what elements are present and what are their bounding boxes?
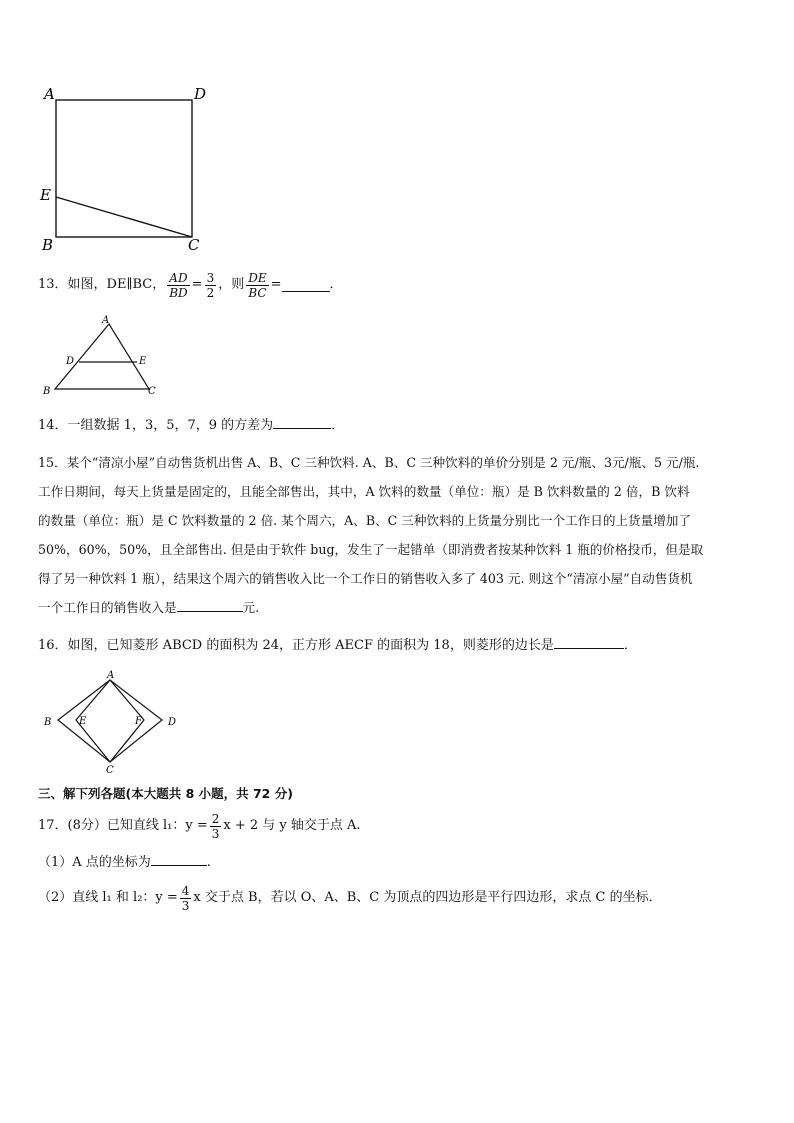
q14-answer-blank[interactable]	[273, 416, 331, 429]
q13-number: 13	[38, 277, 55, 292]
q16-number: 16	[38, 638, 55, 653]
q17-fraction-2-3	[210, 812, 222, 841]
q17-part1-answer-blank[interactable]	[151, 853, 207, 866]
q14-number: 14	[38, 418, 55, 433]
q15-number: 15	[38, 455, 55, 470]
q15-line6-post: 元.	[242, 600, 260, 615]
q17-part2-fraction-4-3	[180, 884, 192, 913]
q13-fraction-de-bc	[246, 271, 268, 300]
q17-post: x + 2 与 y 轴交于点 A.	[223, 818, 361, 833]
q17-frac-den: 3	[211, 826, 220, 841]
label-c: C	[188, 236, 200, 254]
q13-answer-blank[interactable]	[282, 279, 330, 292]
q15-line-2: 工作日期间，每天上货量是固定的，且能全部售出，其中，A 饮料的数量（单位：瓶）是 B 饮料数量的 2 倍，B 饮料	[38, 484, 690, 499]
q17-frac-num: 2	[211, 811, 220, 826]
q17-part2-pre: （2）直线 l₁ 和 l₂：y =	[38, 890, 178, 905]
q15-line-1	[38, 448, 703, 477]
section-3-heading: 三、解下列各题(本大题共 8 小题，共 72 分)	[38, 786, 293, 801]
rh-label-e: E	[79, 716, 87, 727]
q17-part-1	[38, 853, 211, 871]
triangle-figure	[38, 312, 163, 398]
q17-part1-tail: .	[206, 855, 211, 870]
question-16	[38, 636, 637, 654]
rhombus-outline	[58, 680, 162, 762]
label-b: B	[42, 236, 54, 254]
q16-tail: ．	[623, 638, 637, 653]
segment-ec	[56, 197, 192, 237]
q16-answer-blank[interactable]	[554, 636, 624, 649]
q15-line-5: 得了另一种饮料 1 瓶），结果这个周六的销售收入比一个工作日的销售收入多了 403 元. 则这个“清凉小屋”自动售货机	[38, 571, 693, 586]
q15-line-6	[38, 593, 703, 622]
q14-text: ．一组数据 1，3，5，7，9 的方差为	[54, 418, 274, 433]
q17-part2-frac-den: 3	[181, 898, 190, 913]
tri-label-d: D	[66, 356, 75, 367]
square-figure	[36, 82, 216, 257]
q14-tail: ．	[331, 418, 345, 433]
q13-frac3-den: BC	[248, 285, 267, 300]
rh-label-a: A	[107, 670, 115, 681]
q13-prefix: ．如图，DE∥BC，	[54, 277, 166, 292]
rh-label-b: B	[44, 717, 52, 728]
q13-frac1-den: BD	[169, 285, 188, 300]
q17-part1-text: （1）A 点的坐标为	[38, 855, 151, 870]
question-14	[38, 416, 344, 434]
label-d: D	[194, 85, 207, 103]
q13-mid: ，则	[218, 277, 245, 292]
q15-line1-text: ．某个“清凉小屋”自动售货机出售 A、B、C 三种饮料. A、B、C 三种饮料的单价分别是 2 元/瓶、3元/瓶、5 元/瓶.	[54, 455, 700, 470]
q13-equals: =	[191, 277, 203, 292]
rh-label-d: D	[168, 717, 177, 728]
q17-part2-frac-num: 4	[181, 883, 190, 898]
q16-text: ．如图，已知菱形 ABCD 的面积为 24，正方形 AECF 的面积为 18，则菱形的边长是	[54, 638, 554, 653]
q17-part2-post: x 交于点 B，若以 O、A、B、C 为顶点的四边形是平行四边形，求点 C 的坐标．	[193, 890, 662, 905]
q15-line-4: 50%，60%，50%，且全部售出. 但是由于软件 bug，发生了一起错单（即消费者按某种饮料 1 瓶的价格投币，但是取	[38, 542, 704, 557]
q15-answer-blank[interactable]	[177, 599, 243, 612]
tri-label-c: C	[148, 386, 156, 397]
q13-frac1-num: AD	[167, 271, 189, 286]
q17-part-2	[38, 878, 662, 918]
q13-frac2-num: 3	[206, 270, 215, 285]
label-a: A	[44, 85, 55, 103]
tri-label-b: B	[43, 386, 51, 397]
tri-label-a: A	[102, 315, 110, 326]
label-e: E	[40, 186, 51, 204]
q13-frac3-num: DE	[248, 270, 267, 285]
rh-label-f: F	[135, 716, 142, 727]
rh-label-c: C	[106, 765, 114, 776]
q13-fraction-3-2	[205, 271, 217, 300]
q17-number: 17	[38, 818, 55, 833]
question-17	[38, 806, 361, 846]
q15-line6-pre: 一个工作日的销售收入是	[38, 600, 177, 615]
tri-label-e: E	[139, 356, 147, 367]
q15-line-3: 的数量（单位：瓶）是 C 饮料数量的 2 倍. 某个周六，A、B、C 三种饮料的上货量分别比一个工作日的上货量增加了	[38, 513, 691, 528]
q13-frac2-den: 2	[206, 285, 215, 300]
q13-fraction-ad-bd	[167, 271, 189, 300]
rhombus-figure	[38, 668, 188, 778]
question-13: 13 ．如图，DE∥BC， $\frac{AD}{BD}$ = $\frac{3}{2}$ ，则 $\frac{DE}{BC}$ = ．	[38, 270, 343, 300]
question-15	[38, 448, 703, 622]
q13-tail: ．	[329, 277, 343, 292]
q17-pre: ．(8分）已知直线 l₁：y =	[54, 818, 208, 833]
